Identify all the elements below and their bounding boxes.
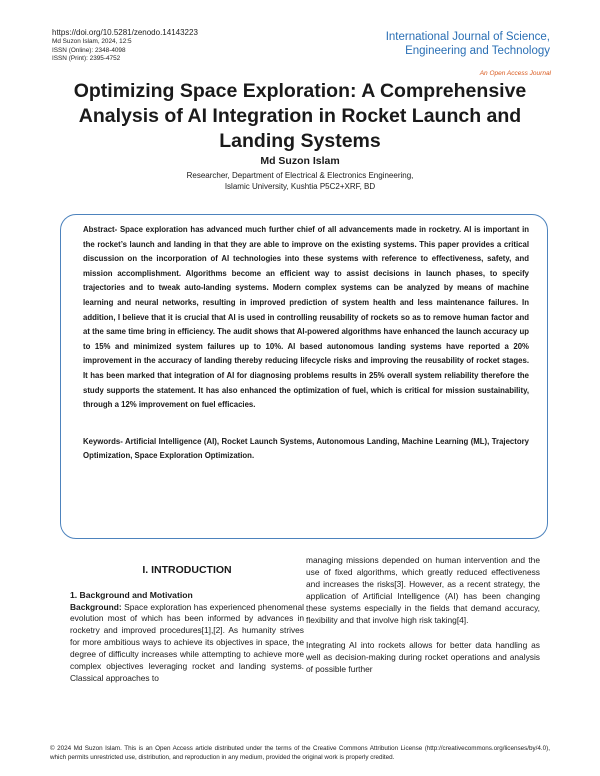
intro-paragraph-1: managing missions depended on human intervention and the use of fixed algorithms, which greatly reduced effectiveness and increases the risks[3]. However, as a recent strategy, the application of Artificial Intelligence (AI) has been changing these systems especially in the fields that demand accuracy, flexibility and that involve high risk taking[4]. xyxy=(306,555,540,625)
open-access-label: An Open Access Journal xyxy=(479,70,551,77)
background-paragraph xyxy=(70,602,304,685)
background-label: Background: xyxy=(70,601,122,612)
journal-name xyxy=(386,31,550,58)
section-heading: I. INTRODUCTION xyxy=(142,564,232,576)
background-text: Space exploration has experienced phenomenal evolution most of which has been informed by advances in rocketry and improved procedures[1],[2]. As humanity strives for more ambitious ways to achieve its objectives in space, the degree of difficulty increases while attempting to achieve more complex objectives leveraging rocket and landing systems. Classical approaches to xyxy=(70,601,304,683)
citation-line: Md Suzon Islam, 2024, 12:5 xyxy=(52,38,132,45)
license-footer: © 2024 Md Suzon Islam. This is an Open Access article distributed under the terms of the Creative Commons Attribution License (http://creativecommons.org/licenses/by/4.0), which permits unrestricted use, distribution, and reproduction in any medium, provided the original work is properly credited. xyxy=(50,745,550,761)
affiliation-line1: Researcher, Department of Electrical & Electronics Engineering, xyxy=(186,171,414,180)
header-metadata xyxy=(52,28,198,64)
left-column xyxy=(70,555,304,685)
affiliation-line2: Islamic University, Kushtia P5C2+XRF, BD xyxy=(224,182,376,191)
author-name: Md Suzon Islam xyxy=(260,155,340,167)
subsection-heading: 1. Background and Motivation xyxy=(70,590,193,600)
journal-name-line1: International Journal of Science, xyxy=(385,31,550,43)
journal-name-line2: Engineering and Technology xyxy=(405,44,550,57)
abstract-box xyxy=(60,214,548,539)
abstract-text: Abstract- Space exploration has advanced much further chief of all advancements made in rocketry. AI is important in the rocket’s launch and landing in that they are able to improve on the existing systems. This paper provides a critical discussion on the incorporation of AI technologies into these systems with reference to effectiveness, safety, and mission accomplishment. Algorithms become an efficient way to assist decisions in launch phases, to specify trajectories and to tweak auto-landing systems. Modern complex systems can be analyzed by means of machine learning and neural networks, resulting in improved prediction of system health and less maintenance failures. In addition, I believe that it is crucial that AI is used in controlling reusability of rockets so as to remove human factor and at the same time bring in efficiency. The audit shows that AI-powered algorithms have enhanced the launch accuracy up to 15% and minimized system failures up to 10%. AI based autonomous landing systems have reported a 20% improvement in the accuracy of landing thereby reducing lifecycle risks and improving the reusability of rocket stages. It has been marked that integration of AI for diagnosing problems results in 25% overall system reliability therefore the study supports the statement. It has also enhanced the optimization of fuel, which is critical for mission sustainability, through a 12% improvement on fuel efficacies. xyxy=(83,225,529,410)
paper-title: Optimizing Space Exploration: A Comprehensive Analysis of AI Integration in Rocket Launch and Landing Systems xyxy=(73,80,527,152)
issn-online: ISSN (Online): 2348-4098 xyxy=(52,46,126,54)
keywords-text: Keywords- Artificial Intelligence (AI), Rocket Launch Systems, Autonomous Landing, Machine Learning (ML), Trajectory Optimization, Space Exploration Optimization. xyxy=(83,436,529,461)
intro-paragraph-2: Integrating AI into rockets allows for better data handling as well as decision-making during rocket operations and analysis of possible further xyxy=(306,640,540,675)
right-column xyxy=(306,555,540,676)
doi-link[interactable]: https://doi.org/10.5281/zenodo.14143223 xyxy=(52,28,198,37)
author-affiliation xyxy=(0,170,600,192)
issn-print: ISSN (Print): 2395-4752 xyxy=(52,55,121,63)
